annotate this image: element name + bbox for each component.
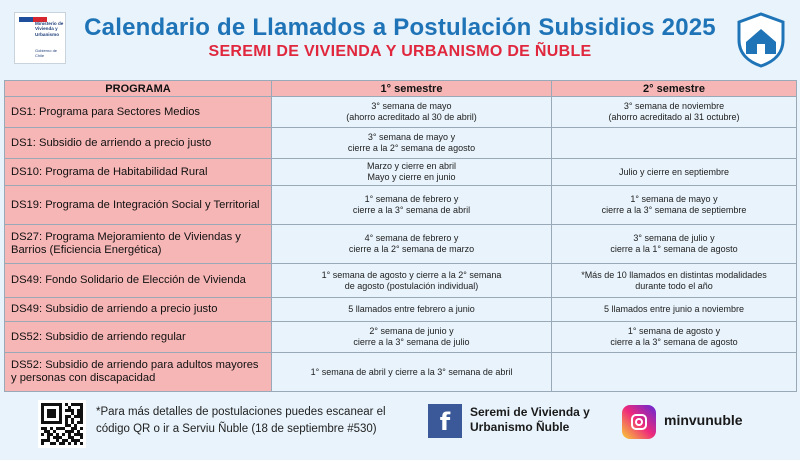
- schedule-line: cierre a la 2° semana de marzo: [348, 244, 475, 254]
- semester-2-cell: [552, 159, 797, 186]
- program-name-cell: DS52: Subsidio de arriendo para adultos mayores y personas con discapacidad: [5, 353, 272, 392]
- schedule-line: 5 llamados entre junio a noviembre: [603, 304, 745, 314]
- column-header-semestre-1: 1° semestre: [272, 81, 552, 97]
- schedule-line: 1° semana de mayo y: [630, 194, 718, 204]
- schedule-line: cierre a la 3° semana de abril: [352, 205, 471, 215]
- schedule-line: 4° semana de febrero y: [364, 233, 459, 243]
- semester-1-cell: [272, 264, 552, 298]
- footer: [0, 392, 800, 460]
- table-row: [5, 225, 797, 264]
- schedule-line: (ahorro acreditado al 31 octubre): [608, 112, 740, 122]
- program-name-cell: DS49: Fondo Solidario de Elección de Vivienda: [5, 264, 272, 298]
- table-row: [5, 159, 797, 186]
- schedule-line: cierre a la 3° semana de agosto: [610, 337, 738, 347]
- page-subtitle: SEREMI DE VIVIENDA Y URBANISMO DE ÑUBLE: [208, 43, 592, 60]
- semester-2-cell: [552, 322, 797, 353]
- schedule-line: cierre a la 3° semana de julio: [353, 337, 470, 347]
- program-name-cell: DS19: Programa de Integración Social y Territorial: [5, 186, 272, 225]
- schedule-line: 3° semana de julio y: [633, 233, 715, 243]
- semester-2-cell: [552, 225, 797, 264]
- table-row: [5, 128, 797, 159]
- schedule-line: 1° semana de febrero y: [364, 194, 459, 204]
- program-name-cell: DS52: Subsidio de arriendo regular: [5, 322, 272, 353]
- semester-2-cell: [552, 298, 797, 322]
- table-row: [5, 97, 797, 128]
- semester-2-cell: [552, 353, 797, 392]
- calendar-table: [4, 80, 796, 392]
- logo-text: Ministerio de Vivienda y Urbanismo: [35, 21, 64, 37]
- semester-2-cell: [552, 264, 797, 298]
- page-title: Calendario de Llamados a Postulación Subsidios 2025: [84, 14, 716, 41]
- program-name-cell: DS10: Programa de Habitabilidad Rural: [5, 159, 272, 186]
- table-row: [5, 322, 797, 353]
- table-row: [5, 353, 797, 392]
- table-header-row: [5, 81, 797, 97]
- logo-subtext: Gobierno de Chile: [35, 48, 58, 58]
- schedule-line: de agosto (postulación individual): [344, 280, 479, 291]
- semester-1-cell: [272, 186, 552, 225]
- program-name-cell: DS1: Programa para Sectores Medios: [5, 97, 272, 128]
- instagram-icon[interactable]: [622, 405, 656, 439]
- semester-1-cell: [272, 97, 552, 128]
- schedule-line: Julio y cierre en septiembre: [618, 166, 730, 177]
- footer-note: *Para más detalles de postulaciones puedes escanear el código QR o ir a Serviu Ñuble (18 de septiembre #530): [96, 406, 386, 435]
- semester-1-cell: [272, 298, 552, 322]
- facebook-label[interactable]: Seremi de Vivienda y Urbanismo Ñuble: [470, 405, 590, 434]
- minvu-logo: [14, 12, 66, 64]
- schedule-line: (ahorro acreditado al 30 de abril): [346, 112, 477, 122]
- semester-2-cell: [552, 186, 797, 225]
- schedule-line: 1° semana de agosto y cierre a la 2° semana: [321, 269, 502, 280]
- schedule-line: 1° semana de abril y cierre a la 3° semana de abril: [310, 366, 513, 377]
- semester-1-cell: [272, 225, 552, 264]
- instagram-label[interactable]: minvunuble: [664, 412, 743, 428]
- semester-2-cell: [552, 97, 797, 128]
- program-name-cell: DS27: Programa Mejoramiento de Viviendas y Barrios (Eficiencia Energética): [5, 225, 272, 264]
- schedule-line: cierre a la 2° semana de agosto: [347, 143, 476, 153]
- schedule-line: 1° semana de agosto y: [627, 326, 721, 336]
- table-row: [5, 298, 797, 322]
- shield-house-icon: [736, 12, 786, 68]
- schedule-line: Marzo y cierre en abril: [366, 161, 457, 171]
- column-header-semestre-2: 2° semestre: [552, 81, 797, 97]
- semester-1-cell: [272, 128, 552, 159]
- semester-1-cell: [272, 159, 552, 186]
- schedule-line: 3° semana de mayo: [371, 101, 452, 111]
- program-name-cell: DS1: Subsidio de arriendo a precio justo: [5, 128, 272, 159]
- table-row: [5, 264, 797, 298]
- schedule-line: *Más de 10 llamados en distintas modalidades: [581, 269, 767, 280]
- schedule-line: cierre a la 1° semana de agosto: [610, 244, 738, 254]
- header: [0, 0, 800, 78]
- schedule-line: Mayo y cierre en junio: [367, 172, 456, 182]
- facebook-icon[interactable]: f: [428, 404, 462, 438]
- schedule-line: 3° semana de mayo y: [367, 132, 456, 142]
- semester-1-cell: [272, 353, 552, 392]
- column-header-programa: PROGRAMA: [5, 81, 272, 97]
- qr-code-icon[interactable]: [38, 400, 86, 448]
- semester-1-cell: [272, 322, 552, 353]
- schedule-line: durante todo el año: [635, 280, 713, 291]
- schedule-line: 5 llamados entre febrero a junio: [348, 304, 475, 314]
- schedule-line: 2° semana de junio y: [369, 326, 454, 336]
- program-name-cell: DS49: Subsidio de arriendo a precio justo: [5, 298, 272, 322]
- semester-2-cell: [552, 128, 797, 159]
- table-row: [5, 186, 797, 225]
- schedule-line: cierre a la 3° semana de septiembre: [601, 205, 747, 215]
- schedule-line: 3° semana de noviembre: [623, 101, 725, 111]
